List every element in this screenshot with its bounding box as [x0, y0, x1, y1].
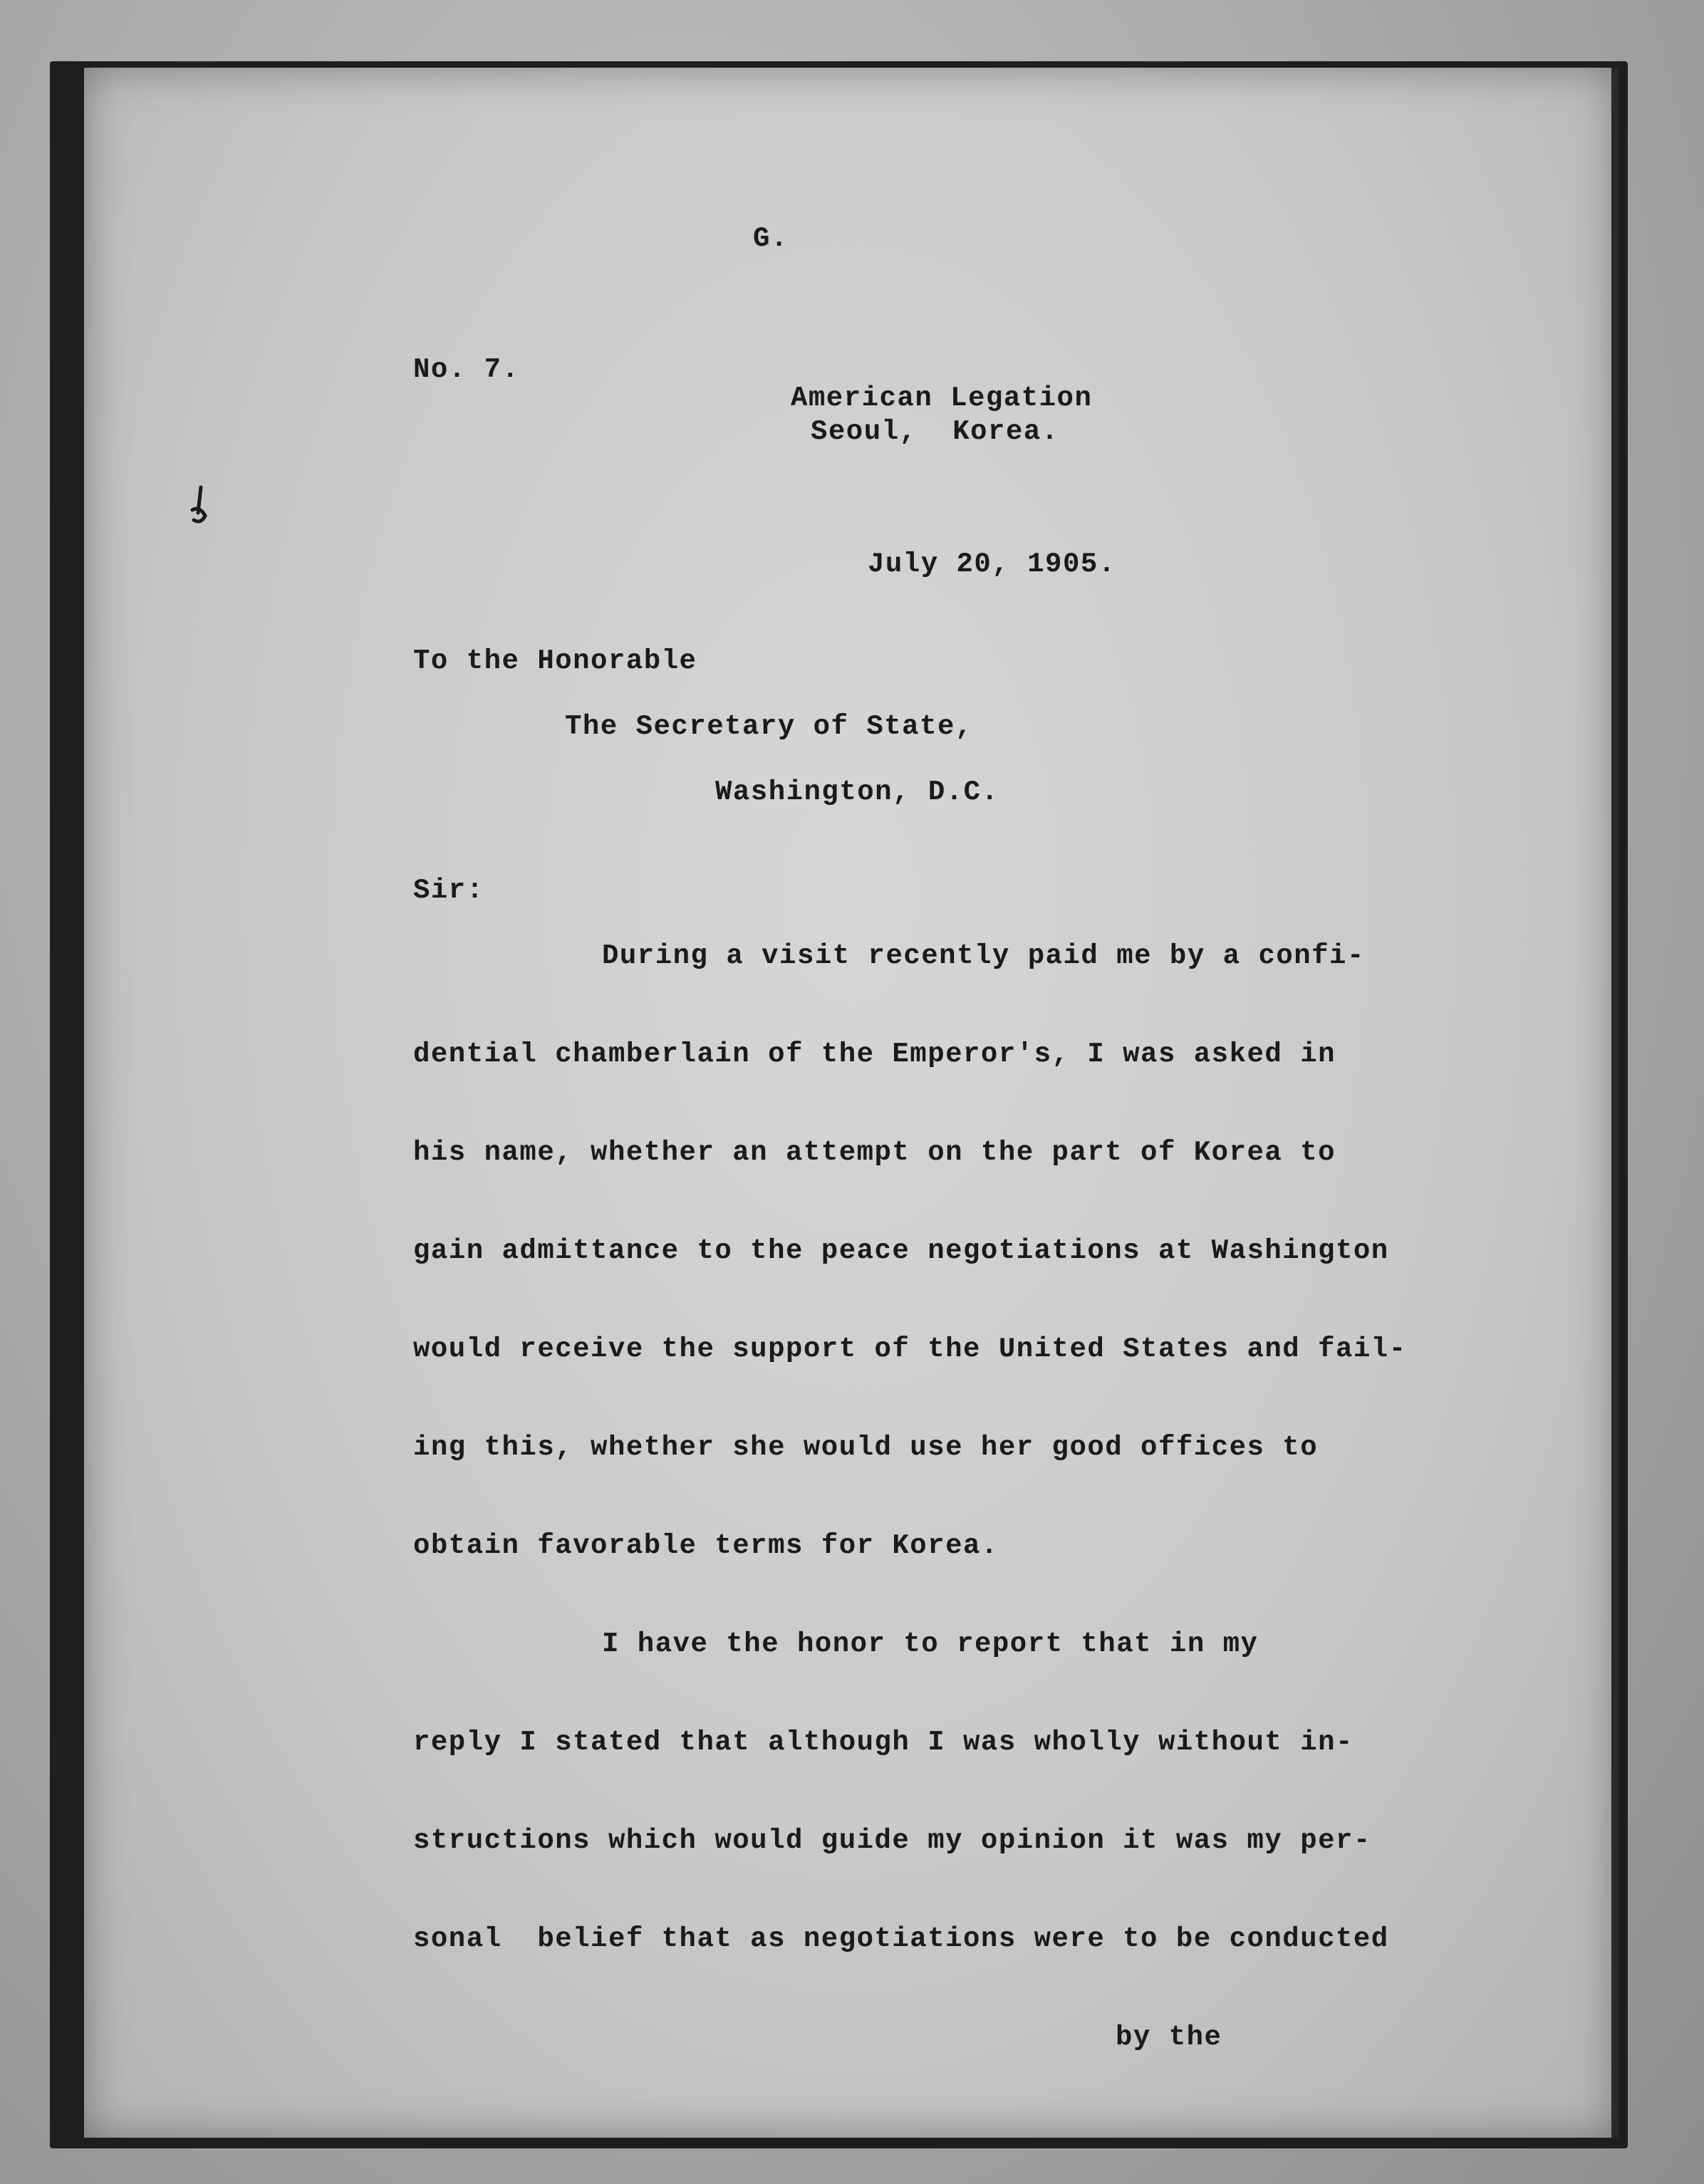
body-line: reply I stated that although I was wholly without in-	[413, 1727, 1354, 1758]
continuation-catchword: by the	[1116, 2022, 1222, 2053]
addressee-line-3: Washington, D.C.	[715, 776, 999, 808]
body-line: I have the honor to report that in my	[602, 1628, 1259, 1660]
letter-number: No. 7.	[413, 354, 520, 385]
letter-date: July 20, 1905.	[868, 548, 1116, 580]
body-line: During a visit recently paid me by a confi-	[602, 940, 1365, 972]
body-line: ing this, whether she would use her good offices to	[413, 1432, 1319, 1463]
sender-line-1: American Legation	[791, 383, 1093, 414]
ink-mark	[185, 484, 214, 534]
body-line: his name, whether an attempt on the part of Korea to	[413, 1137, 1336, 1168]
body-line: would receive the support of the United States and fail-	[413, 1333, 1407, 1365]
body-line: obtain favorable terms for Korea.	[413, 1530, 999, 1561]
addressee-line-2: The Secretary of State,	[565, 711, 973, 742]
body-line: structions which would guide my opinion it was my per-	[413, 1825, 1371, 1856]
salutation: Sir:	[413, 875, 484, 906]
page-marker: G.	[753, 223, 789, 254]
body-line: sonal belief that as negotiations were to be conducted	[413, 1923, 1389, 1955]
addressee-line-1: To the Honorable	[413, 645, 697, 677]
body-line: dential chamberlain of the Emperor's, I was asked in	[413, 1039, 1336, 1070]
sender-line-2: Seoul, Korea.	[811, 416, 1059, 447]
body-line: gain admittance to the peace negotiations at Washington	[413, 1235, 1389, 1267]
sheet-edge	[1611, 68, 1619, 2138]
